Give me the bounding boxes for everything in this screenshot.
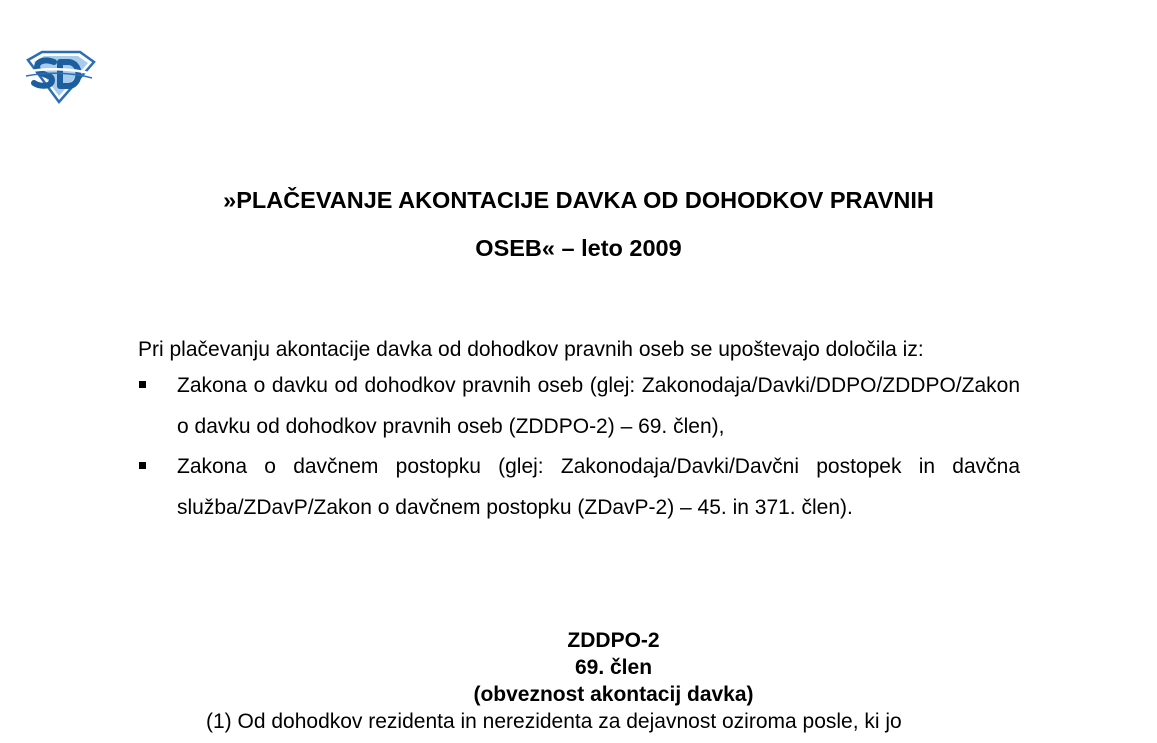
list-item [138,447,1020,528]
list-item-text: Zakona o davčnem postopku (glej: Zakonodaja/Davki/Davčni postopek in davčna služba/ZDavP/Zakon o davčnem postopku (ZDavP-2) – 45. in 371. člen). [177,455,1020,519]
sd-diamond-logo-icon [22,50,96,104]
sd-logo [22,50,96,104]
title-line-2: OSEB« – leto 2009 [475,235,682,261]
document-title [0,176,1157,272]
article-subtitle: (obveznost akontacij davka) [473,683,754,706]
list-item-text: Zakona o davku od dohodkov pravnih oseb (glej: Zakonodaja/Davki/DDPO/ZDDPO/Zakon o davku od dohodkov pravnih oseb (ZDDPO-2) – 69. člen), [177,374,1020,438]
square-bullet-icon [139,462,146,469]
law-name: ZDDPO-2 [567,629,660,652]
square-bullet-icon [139,381,146,388]
intro-text: Pri plačevanju akontacije davka od dohodkov pravnih oseb se upoštevajo določila iz: [138,338,924,361]
article-paragraph: (1) Od dohodkov rezidenta in nerezidenta za dejavnost oziroma posle, ki jo [206,710,902,733]
article-heading [0,627,1157,708]
source-list [138,366,1020,528]
article-number: 69. člen [574,656,653,679]
title-line-1: »PLAČEVANJE AKONTACIJE DAVKA OD DOHODKOV PRAVNIH [223,187,934,213]
list-item [138,366,1020,447]
